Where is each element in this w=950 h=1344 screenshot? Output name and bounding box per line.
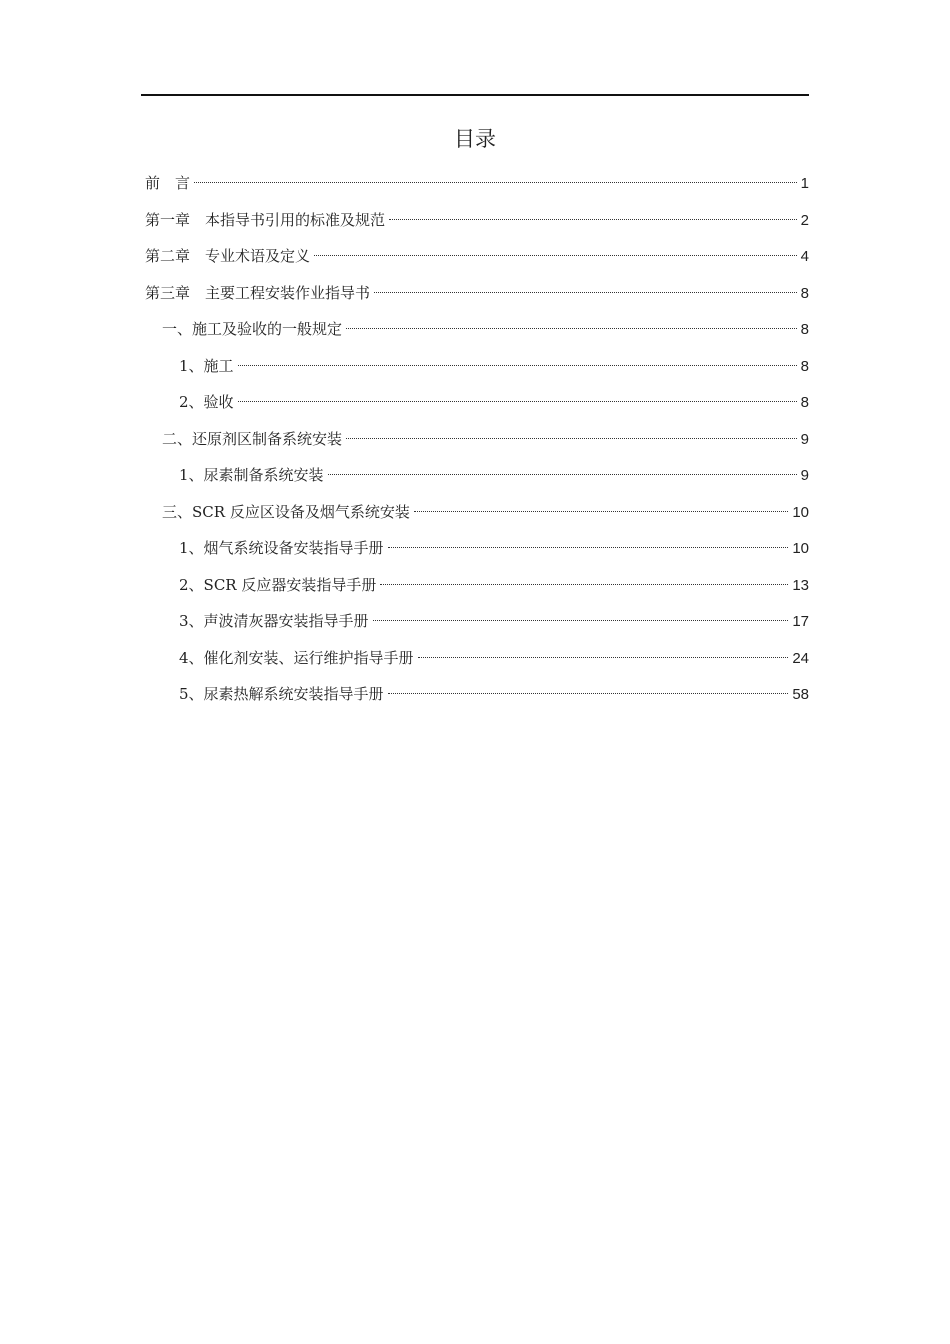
toc-dot-leader	[314, 255, 797, 256]
toc-entry-page: 13	[792, 576, 809, 594]
toc-entry-section-1[interactable]	[162, 316, 809, 342]
toc-entry-subsection-1-1[interactable]	[179, 353, 809, 379]
toc-dot-leader	[346, 438, 797, 439]
toc-dot-leader	[380, 584, 788, 585]
toc-entry-page: 58	[792, 686, 809, 703]
toc-entry-page: 8	[800, 321, 809, 338]
toc-title	[0, 124, 950, 154]
toc-entry-chapter-1[interactable]	[145, 207, 809, 233]
toc-dot-leader	[388, 693, 789, 694]
toc-entry-section-3[interactable]	[162, 499, 809, 525]
toc-entry-subsection-1-2[interactable]	[179, 389, 809, 415]
toc-dot-leader	[373, 620, 789, 621]
toc-dot-leader	[418, 657, 789, 658]
toc-entry-chapter-2[interactable]	[145, 243, 809, 269]
toc-dot-leader	[389, 219, 797, 220]
toc-entry-page: 24	[792, 649, 809, 667]
toc-entry-label: 第三章 主要工程安装作业指导书	[145, 283, 371, 302]
toc-entry-subsection-3-1[interactable]	[179, 535, 809, 561]
toc-entry-label: 2、SCR 反应器安装指导手册	[179, 575, 377, 594]
toc-entry-page: 2	[800, 211, 809, 229]
toc-entry-label: 3、声波清灰器安装指导手册	[179, 612, 369, 630]
toc-dot-leader	[194, 182, 797, 183]
toc-entry-page: 9	[800, 467, 809, 484]
toc-entry-page: 8	[800, 394, 809, 411]
toc-entry-label: 4、催化剂安装、运行维护指导手册	[179, 648, 414, 667]
toc-entry-subsection-3-4[interactable]	[179, 645, 809, 671]
toc-entry-label: 前 言	[145, 174, 191, 192]
toc-entry-subsection-3-2[interactable]	[179, 572, 809, 598]
toc-entry-label: 1、尿素制备系统安装	[179, 466, 324, 484]
header-rule	[141, 94, 809, 96]
toc-title-text: 目录	[454, 127, 496, 151]
toc-entry-page: 10	[792, 540, 809, 557]
toc-entry-page: 9	[800, 430, 809, 448]
toc-entry-subsection-3-3[interactable]	[179, 608, 809, 634]
toc-entry-label: 1、烟气系统设备安装指导手册	[179, 539, 384, 557]
toc-entry-subsection-3-5[interactable]	[179, 681, 809, 707]
toc-dot-leader	[374, 292, 797, 293]
toc-entry-page: 17	[792, 613, 809, 630]
toc-entry-page: 1	[800, 175, 809, 192]
toc-entry-label: 第一章 本指导书引用的标准及规范	[145, 210, 386, 229]
toc-dot-leader	[328, 474, 797, 475]
toc-dot-leader	[238, 401, 797, 402]
toc-dot-leader	[238, 365, 797, 366]
toc-entry-label: 1、施工	[179, 356, 234, 375]
toc-entry-label: 二、还原剂区制备系统安装	[162, 429, 343, 448]
toc-entry-section-2[interactable]	[162, 426, 809, 452]
toc-entry-page: 8	[800, 357, 809, 375]
toc-entry-page: 10	[792, 503, 809, 521]
toc-dot-leader	[346, 328, 797, 329]
toc-entry-label: 三、SCR 反应区设备及烟气系统安装	[162, 502, 410, 521]
toc-entry-label: 第二章 专业术语及定义	[145, 247, 311, 265]
toc-entry-label: 2、验收	[179, 393, 234, 411]
toc-entry-label: 5、尿素热解系统安装指导手册	[179, 685, 384, 703]
toc-entry-page: 8	[800, 284, 809, 302]
toc-entry-preface[interactable]	[145, 170, 809, 196]
toc-dot-leader	[414, 511, 788, 512]
toc-entry-chapter-3[interactable]	[145, 280, 809, 306]
toc-entry-page: 4	[800, 248, 809, 265]
toc-entry-subsection-2-1[interactable]	[179, 462, 809, 488]
toc-entry-label: 一、施工及验收的一般规定	[162, 320, 343, 338]
toc-dot-leader	[388, 547, 789, 548]
